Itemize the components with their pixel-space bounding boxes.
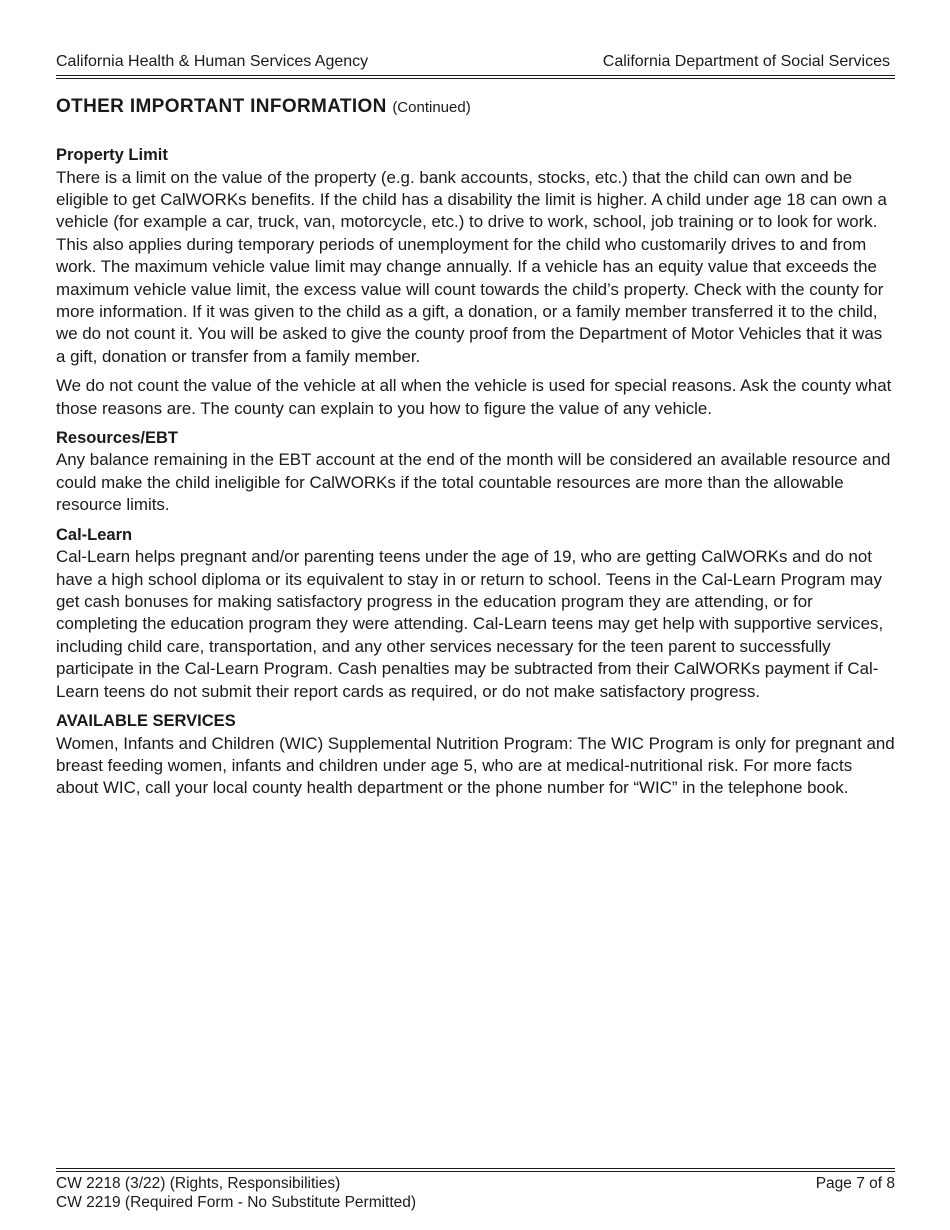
- agency-name: California Health & Human Services Agency: [56, 53, 369, 70]
- property-limit-paragraph-2: We do not count the value of the vehicle at all when the vehicle is used for special reasons. Ask the county what those reasons are. The county can explain to you how to figure the value of any vehicle.: [56, 376, 892, 418]
- cal-learn-heading: Cal-Learn: [56, 525, 133, 544]
- available-services-heading: AVAILABLE SERVICES: [56, 712, 236, 731]
- form-number-line-2: CW 2219 (Required Form - No Substitute Permitted): [56, 1194, 417, 1211]
- department-name: California Department of Social Services: [602, 53, 890, 70]
- resources-ebt-section: [56, 427, 895, 517]
- property-limit-section: [56, 144, 895, 420]
- page-number: Page 7 of 8: [815, 1175, 895, 1192]
- available-services-section: [56, 710, 895, 800]
- page-title-main: OTHER IMPORTANT INFORMATION: [56, 96, 387, 117]
- header-divider: [56, 75, 895, 79]
- available-services-paragraph: Women, Infants and Children (WIC) Supplemental Nutrition Program: The WIC Program is only for pregnant and breast feeding women, infants and children under age 5, who are at medical-nutritional risk. For more facts about WIC, call your local county health department or the phone number for “WIC” in the telephone book.: [56, 733, 895, 798]
- resources-ebt-paragraph: Any balance remaining in the EBT account at the end of the month will be considered an available resource and could make the child ineligible for CalWORKs if the total countable resources are more than the allowable resource limits.: [56, 450, 891, 515]
- footer-divider: [56, 1168, 895, 1172]
- page-content: [56, 94, 895, 800]
- form-number-line-1: CW 2218 (3/22) (Rights, Responsibilities): [56, 1175, 341, 1192]
- document-page: [56, 0, 895, 1230]
- page-header: [56, 52, 895, 72]
- property-limit-heading: Property Limit: [56, 146, 168, 164]
- page-title: [56, 94, 895, 121]
- page-title-continued: (Continued): [392, 99, 471, 116]
- resources-ebt-heading: Resources/EBT: [56, 428, 178, 447]
- cal-learn-paragraph: Cal-Learn helps pregnant and/or parenting teens under the age of 19, who are getting CalWORKs and do not have a high school diploma or its equivalent to stay in or return to school. Teens in the Cal-Learn Program may get cash bonuses for making satisfactory progress in the education program they are attending, or for completing the education program they were attending. Cal-Learn teens may get help with supportive services, including child care, transportation, and any other services necessary for the teen parent to successfully participate in the Cal-Learn Program. Cash penalties may be subtracted from their CalWORKs payment if Cal-Learn teens do not submit their report cards as required, or do not make satisfactory progress.: [56, 547, 884, 701]
- cal-learn-section: [56, 524, 895, 703]
- property-limit-paragraph-1: There is a limit on the value of the property (e.g. bank accounts, stocks, etc.) that the child can own and be eligible to get CalWORKs benefits. If the child has a disability the limit is higher. A child under age 18 can own a vehicle (for example a car, truck, van, motorcycle, etc.) to drive to work, school, job training or to look for work. This also applies during temporary periods of unemployment for the child who customarily drives to and from work. The maximum vehicle value limit may change annually. If a vehicle has an equity value that exceeds the maximum vehicle value limit, the excess value will count towards the child’s property. Check with the county for more information. If it was given to the child as a gift, a donation, or a family member transferred it to the child, we do not count it. You will be asked to give the county proof from the Department of Motor Vehicles that it was a gift, donation or transfer from a family member.: [56, 167, 887, 366]
